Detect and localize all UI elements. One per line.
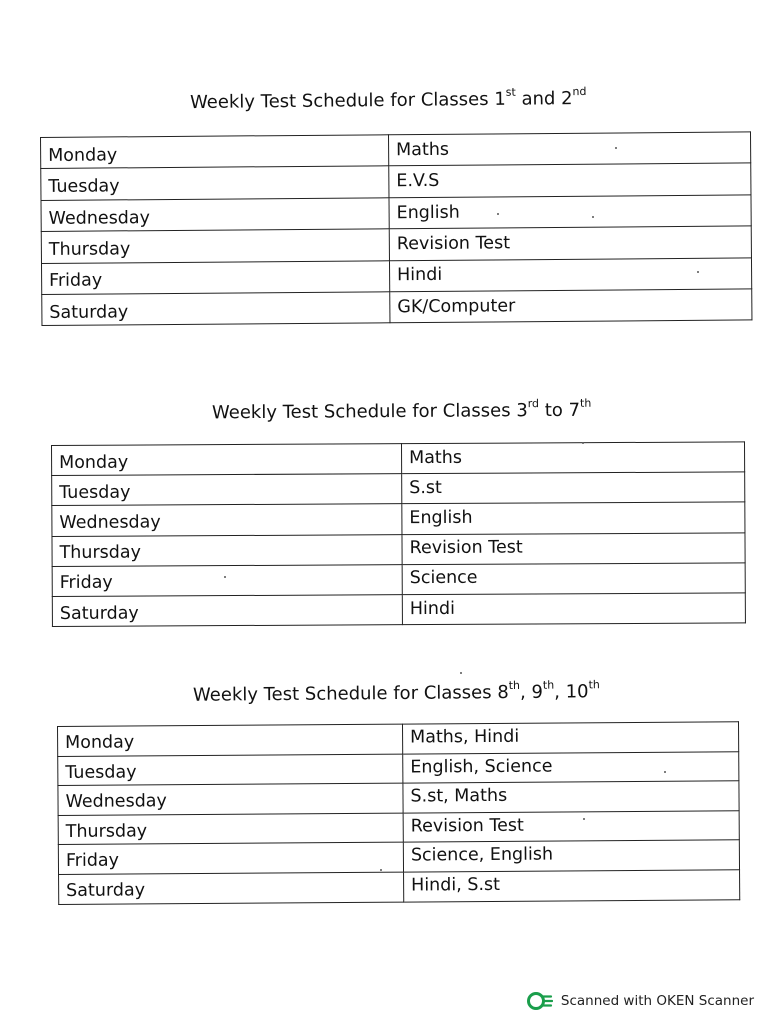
- day-cell: Thursday: [41, 229, 389, 263]
- table-row: [52, 593, 745, 627]
- day-cell: Thursday: [52, 534, 402, 566]
- day-cell: Friday: [52, 564, 402, 596]
- schedule-3-title: Weekly Test Schedule for Classes 8th, 9th, 10th: [192, 678, 600, 706]
- scan-speck: [224, 576, 226, 578]
- day-cell: Saturday: [59, 872, 404, 904]
- subject-cell: Science, English: [403, 840, 739, 872]
- subject-cell: English: [402, 502, 745, 534]
- day-cell: Wednesday: [52, 504, 402, 536]
- day-cell: Wednesday: [41, 198, 389, 232]
- day-cell: Friday: [41, 260, 389, 294]
- table-row: [58, 840, 739, 874]
- day-cell: Thursday: [58, 813, 403, 845]
- day-cell: Tuesday: [58, 754, 403, 786]
- subject-cell: Hindi: [402, 593, 745, 625]
- schedule-3-table: [57, 721, 740, 904]
- table-row: [52, 502, 745, 536]
- table-row: [58, 811, 739, 845]
- table-row: [59, 870, 740, 904]
- table-row: [58, 751, 739, 785]
- subject-cell: Maths: [401, 442, 744, 474]
- scan-speck: [497, 213, 499, 215]
- table-row: [52, 442, 745, 476]
- scan-speck: [460, 672, 462, 674]
- day-cell: Monday: [58, 724, 403, 756]
- scan-speck: [582, 442, 584, 444]
- schedule-1-table: [40, 131, 752, 326]
- scanner-watermark: [527, 992, 754, 1010]
- table-row: [58, 722, 739, 756]
- day-cell: Tuesday: [41, 166, 389, 200]
- scan-speck: [583, 818, 585, 820]
- scan-speck: [664, 771, 666, 773]
- subject-cell: Revision Test: [402, 532, 745, 564]
- scan-speck: [615, 147, 617, 149]
- day-cell: Saturday: [42, 292, 390, 326]
- subject-cell: English: [389, 195, 751, 229]
- day-cell: Friday: [58, 842, 403, 874]
- day-cell: Tuesday: [52, 474, 402, 506]
- subject-cell: Revision Test: [389, 226, 751, 260]
- subject-cell: Science: [402, 563, 745, 595]
- schedule-2-table: [51, 441, 746, 627]
- subject-cell: Maths: [388, 132, 750, 166]
- table-row: [52, 472, 745, 506]
- subject-cell: S.st: [402, 472, 745, 504]
- day-cell: Saturday: [52, 595, 402, 627]
- scan-speck: [592, 216, 594, 218]
- table-row: [52, 532, 745, 566]
- subject-cell: Revision Test: [403, 811, 739, 843]
- subject-cell: GK/Computer: [390, 289, 752, 323]
- schedule-1-title: Weekly Test Schedule for Classes 1st and 2nd: [189, 84, 587, 114]
- table-row: [58, 781, 739, 815]
- day-cell: Monday: [52, 444, 402, 476]
- day-cell: Monday: [41, 135, 389, 169]
- oken-scanner-logo-icon: [527, 992, 553, 1010]
- subject-cell: Hindi: [389, 257, 751, 291]
- table-row: [42, 289, 752, 326]
- subject-cell: English, Science: [403, 751, 739, 783]
- subject-cell: Maths, Hindi: [402, 722, 738, 754]
- schedule-2-title: Weekly Test Schedule for Classes 3rd to 7th: [211, 396, 592, 424]
- scanner-footer-text: Scanned with OKEN Scanner: [560, 993, 754, 1009]
- table-row: [52, 563, 745, 597]
- day-cell: Wednesday: [58, 783, 403, 815]
- subject-cell: S.st, Maths: [403, 781, 739, 813]
- subject-cell: Hindi, S.st: [404, 870, 740, 902]
- scan-speck: [380, 869, 382, 871]
- scan-speck: [697, 271, 699, 273]
- subject-cell: E.V.S: [389, 163, 751, 197]
